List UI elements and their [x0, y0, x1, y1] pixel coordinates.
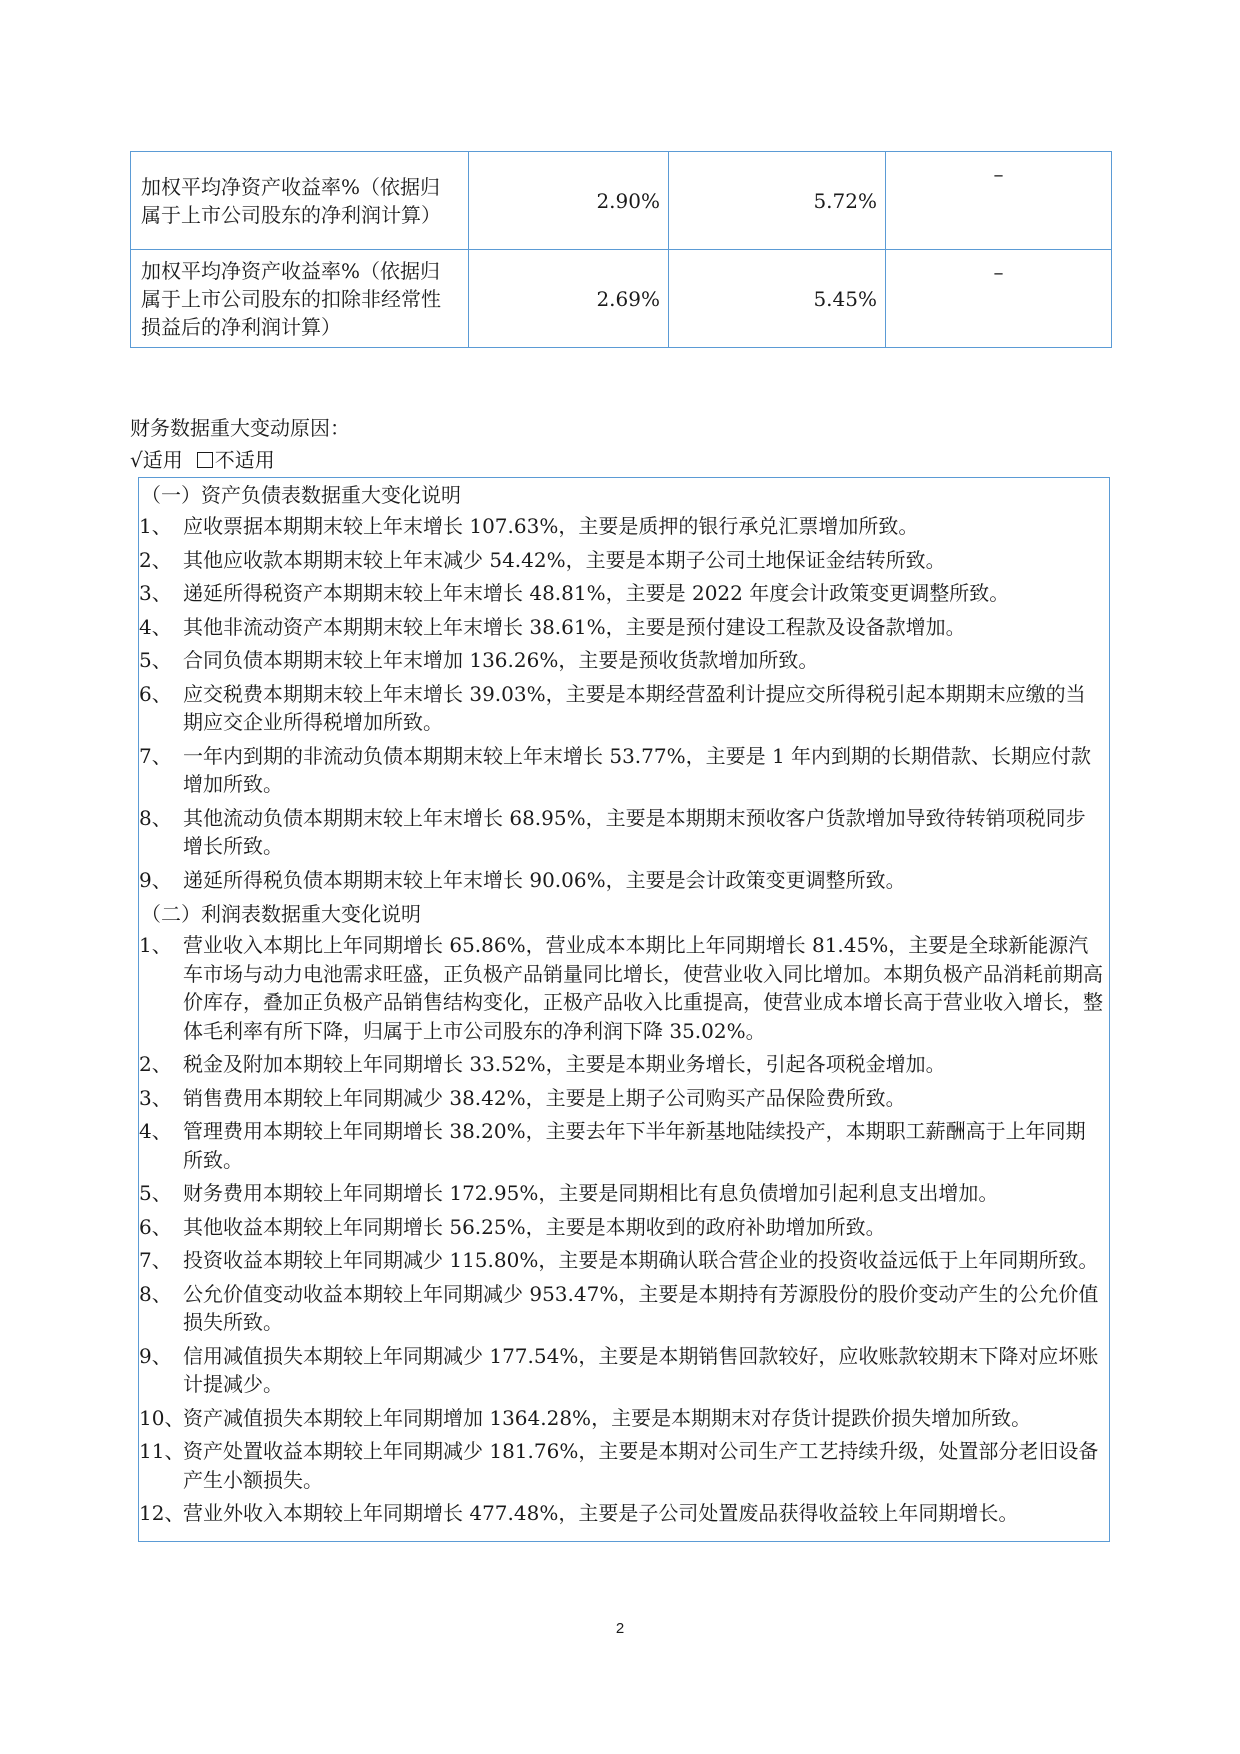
list-item — [139, 1437, 1109, 1494]
item-text: 其他收益本期较上年同期增长 56.25%，主要是本期收到的政府补助增加所致。 — [183, 1214, 886, 1239]
list-item — [139, 1280, 1109, 1337]
roe-table — [130, 151, 1112, 348]
item-number: 5、 — [139, 1181, 172, 1205]
section2-list — [139, 931, 1109, 1528]
item-number: 4、 — [139, 614, 172, 639]
item-number: 2、 — [139, 1052, 172, 1076]
list-item — [139, 1213, 1109, 1242]
item-number: 10、 — [139, 1405, 185, 1430]
item-text: 应收票据本期期末较上年末增长 107.63%，主要是质押的银行承兑汇票增加所致。 — [183, 514, 919, 538]
list-item — [139, 546, 1109, 575]
list-item — [139, 1246, 1109, 1275]
list-item — [139, 1404, 1109, 1433]
item-text: 其他非流动资产本期期末较上年末增长 38.61%，主要是预付建设工程款及设备款增加。 — [183, 614, 966, 639]
item-number: 9、 — [139, 1343, 172, 1368]
item-number: 1、 — [139, 933, 172, 957]
list-item — [139, 512, 1109, 541]
item-text: 公允价值变动收益本期较上年同期减少 953.47%，主要是本期持有芳源股份的股价变动产生的公允价值损失所致。 — [183, 1281, 1099, 1334]
current-value: 2.90% — [469, 152, 669, 250]
list-item — [139, 1179, 1109, 1208]
item-text: 应交税费本期期末较上年末增长 39.03%，主要是本期经营盈利计提应交所得税引起本期期末应缴的当期应交企业所得税增加所致。 — [183, 681, 1086, 734]
item-number: 7、 — [139, 743, 172, 768]
item-text: 财务费用本期较上年同期增长 172.95%，主要是同期相比有息负债增加引起利息支出增加。 — [183, 1181, 999, 1205]
item-number: 1、 — [139, 514, 172, 538]
list-item — [139, 866, 1109, 895]
table-row — [131, 250, 1112, 348]
item-number: 9、 — [139, 867, 172, 892]
not-applicable-label: 不适用 — [214, 448, 275, 472]
item-number: 6、 — [139, 681, 172, 706]
list-item — [139, 1342, 1109, 1399]
item-number: 3、 — [139, 581, 172, 605]
item-number: 5、 — [139, 648, 172, 672]
page-number: 2 — [615, 1620, 625, 1637]
item-text: 其他流动负债本期期末较上年末增长 68.95%，主要是本期期末预收客户货款增加导致待转销项税同步增长所致。 — [183, 805, 1086, 858]
row-label: 加权平均净资产收益率%（依据归属于上市公司股东的扣除非经常性损益后的净利润计算） — [131, 250, 469, 348]
change-value: – — [886, 152, 1112, 250]
applicability-options — [130, 446, 275, 474]
item-number: 3、 — [139, 1085, 172, 1110]
list-item — [139, 579, 1109, 608]
previous-value: 5.45% — [669, 250, 886, 348]
item-number: 4、 — [139, 1119, 172, 1143]
section-title: （二）利润表数据重大变化说明 — [141, 902, 421, 926]
item-number: 12、 — [139, 1501, 185, 1525]
item-text: 营业外收入本期较上年同期增长 477.48%，主要是子公司处置废品获得收益较上年同期增长。 — [183, 1501, 1019, 1525]
list-item — [139, 1499, 1109, 1528]
checkbox-icon — [197, 452, 213, 468]
item-text: 营业收入本期比上年同期增长 65.86%，营业成本本期比上年同期增长 81.45%，主要是全球新能源汽车市场与动力电池需求旺盛，正负极产品销量同比增长，使营业收入同比增加。本期负极产品消耗前期高价库存，叠加正负极产品销售结构变化，正极产品收入比重提高，使营业成本增长高于营业收入增长，整体毛利率有所下降，归属于上市公司股东的净利润下降 35.02%。 — [183, 933, 1103, 1043]
item-text: 一年内到期的非流动负债本期期末较上年末增长 53.77%，主要是 1 年内到期的长期借款、长期应付款增加所致。 — [183, 743, 1092, 796]
applicable-checked: √适用 — [130, 448, 183, 472]
item-text: 税金及附加本期较上年同期增长 33.52%，主要是本期业务增长，引起各项税金增加。 — [183, 1052, 946, 1076]
reason-title: 财务数据重大变动原因： — [130, 416, 350, 440]
list-item — [139, 646, 1109, 675]
previous-value: 5.72% — [669, 152, 886, 250]
row-label: 加权平均净资产收益率%（依据归属于上市公司股东的净利润计算） — [131, 152, 469, 250]
current-value: 2.69% — [469, 250, 669, 348]
change-value: – — [886, 250, 1112, 348]
item-text: 资产处置收益本期较上年同期减少 181.76%，主要是本期对公司生产工艺持续升级，处置部分老旧设备产生小额损失。 — [183, 1439, 1099, 1492]
list-item — [139, 1084, 1109, 1113]
list-item — [139, 742, 1109, 799]
item-text: 其他应收款本期期末较上年末减少 54.42%，主要是本期子公司土地保证金结转所致。 — [183, 547, 946, 572]
item-number: 6、 — [139, 1214, 172, 1239]
section1-list — [139, 512, 1109, 894]
list-item — [139, 1050, 1109, 1079]
table-row — [131, 152, 1112, 250]
list-item — [139, 804, 1109, 861]
item-text: 投资收益本期较上年同期减少 115.80%，主要是本期确认联合营企业的投资收益远低于上年同期所致。 — [183, 1248, 1099, 1272]
change-notes-box — [138, 477, 1110, 1542]
item-text: 资产减值损失本期较上年同期增加 1364.28%，主要是本期期末对存货计提跌价损失增加所致。 — [183, 1405, 1032, 1430]
item-text: 销售费用本期较上年同期减少 38.42%，主要是上期子公司购买产品保险费所致。 — [183, 1085, 906, 1110]
item-text: 合同负债本期期末较上年末增加 136.26%，主要是预收货款增加所致。 — [183, 648, 819, 672]
list-item — [139, 613, 1109, 642]
item-text: 递延所得税负债本期期末较上年末增长 90.06%，主要是会计政策变更调整所致。 — [183, 867, 906, 892]
item-text: 信用减值损失本期较上年同期减少 177.54%，主要是本期销售回款较好，应收账款较期末下降对应坏账计提减少。 — [183, 1343, 1099, 1396]
item-number: 8、 — [139, 805, 172, 830]
item-text: 递延所得税资产本期期末较上年末增长 48.81%，主要是 2022 年度会计政策变更调整所致。 — [183, 581, 1010, 605]
item-text: 管理费用本期较上年同期增长 38.20%，主要去年下半年新基地陆续投产，本期职工薪酬高于上年同期所致。 — [183, 1119, 1086, 1172]
list-item — [139, 1117, 1109, 1174]
list-item — [139, 931, 1109, 1045]
item-number: 2、 — [139, 547, 172, 572]
item-number: 11、 — [139, 1439, 185, 1463]
section-title: （一）资产负债表数据重大变化说明 — [141, 483, 461, 507]
list-item — [139, 680, 1109, 737]
item-number: 7、 — [139, 1248, 172, 1272]
item-number: 8、 — [139, 1281, 172, 1306]
